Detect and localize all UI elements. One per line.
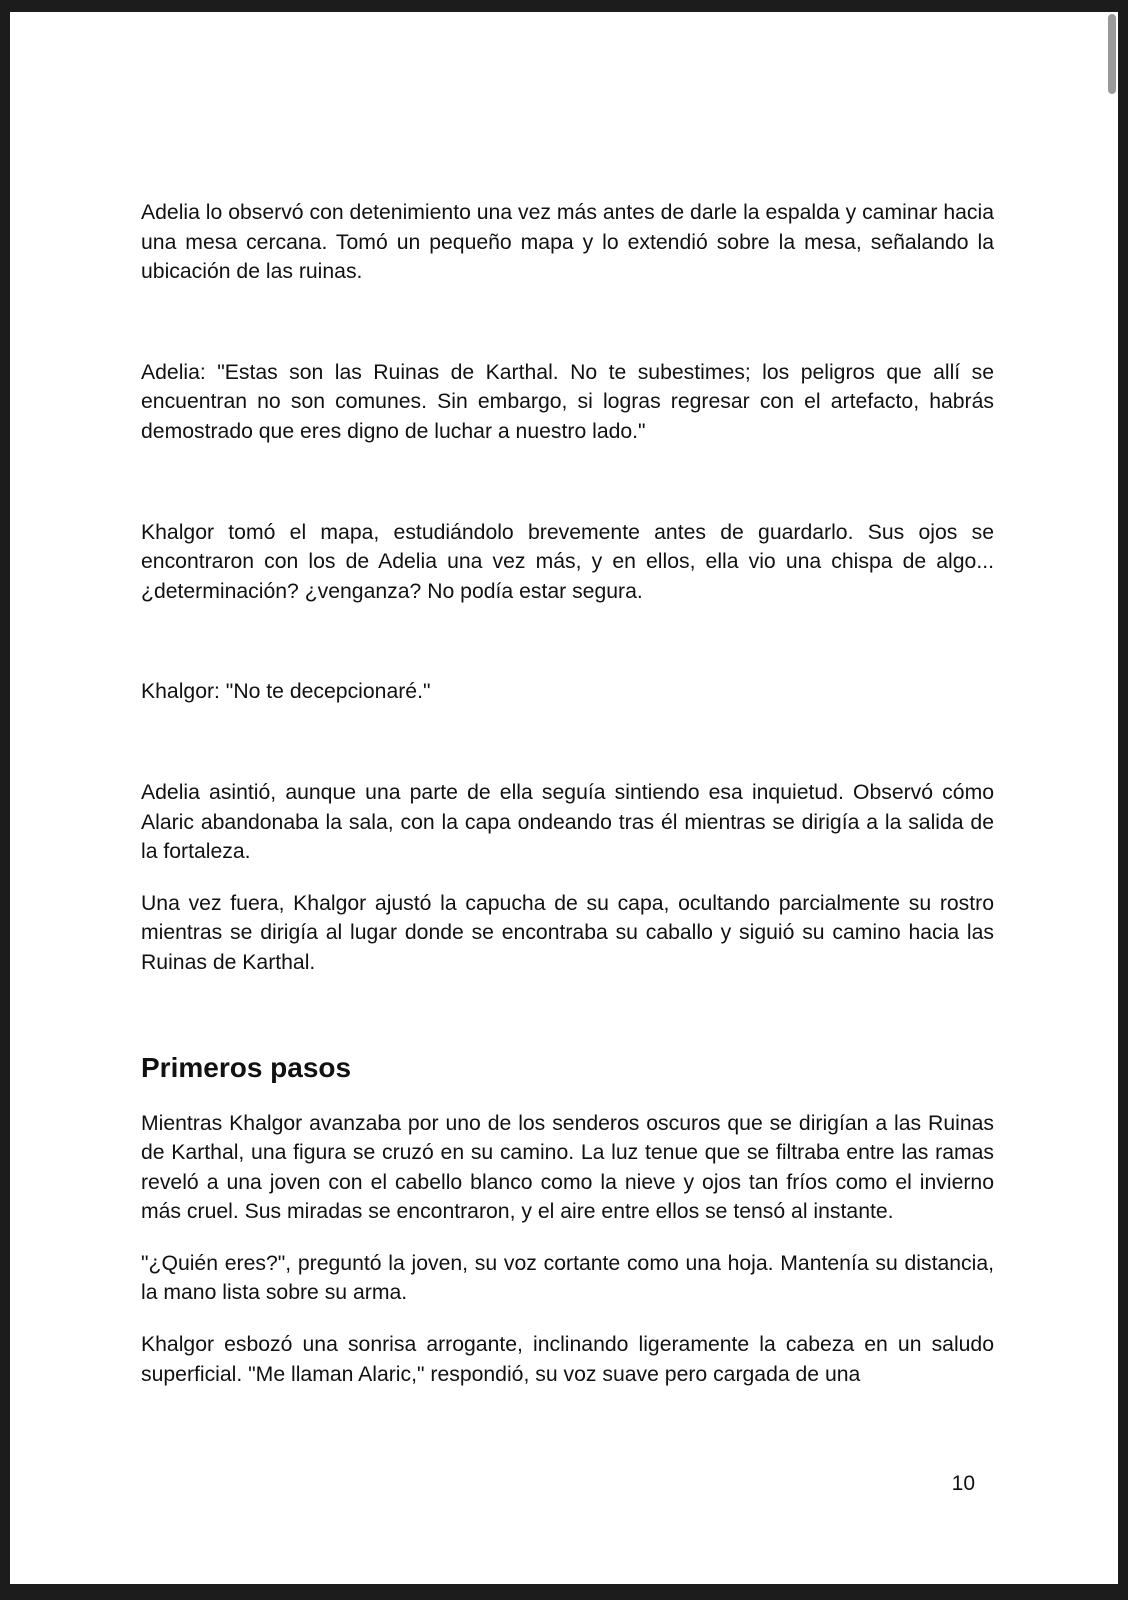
spacer — [141, 287, 994, 358]
paragraph: Khalgor esbozó una sonrisa arrogante, inclinando ligeramente la cabeza en un saludo superficial. "Me llaman Alaric," respondió, su voz suave pero cargada de una — [141, 1333, 994, 1386]
paragraph: Adelia: "Estas son las Ruinas de Karthal. No te subestimes; los peligros que allí se encuentran no son comunes. Sin embargo, si logras regresar con el artefacto, habrás demostrado que eres digno de luchar a nuestro lado." — [141, 360, 994, 443]
spacer — [141, 707, 994, 778]
paragraph: Adelia asintió, aunque una parte de ella seguía sintiendo esa inquietud. Observó cómo Alaric abandonaba la sala, con la capa ondeando tras él mientras se dirigía a la salida de la fortaleza. — [141, 780, 994, 864]
spacer — [141, 1085, 994, 1109]
spacer — [141, 606, 994, 677]
spacer — [141, 978, 994, 1051]
paragraph: Adelia lo observó con detenimiento una vez más antes de darle la espalda y caminar hacia una mesa cercana. Tomó un pequeño mapa y lo extendió sobre la mesa, señalando la ubicación de las ruinas. — [141, 201, 994, 284]
section-heading: Primeros pasos — [141, 1051, 352, 1083]
paragraph: Mientras Khalgor avanzaba por uno de los senderos oscuros que se dirigían a las Ruinas de Karthal, una figura se cruzó en su camino. La luz tenue que se filtraba entre las ramas reveló a una joven con el cabello blanco como la nieve y ojos tan fríos como el invierno más cruel. Sus miradas se encontraron, y el aire entre ellos se tensó al instante. — [141, 1111, 994, 1224]
spacer — [141, 867, 994, 889]
paragraph: "¿Quién eres?", preguntó la joven, su voz cortante como una hoja. Mantenía su distancia, la mano lista sobre su arma. — [141, 1251, 994, 1305]
page-number: 10 — [951, 1472, 975, 1495]
paragraph: Khalgor: "No te decepcionaré." — [141, 680, 431, 704]
paragraph: Khalgor tomó el mapa, estudiándolo brevemente antes de guardarlo. Sus ojos se encontraron con los de Adelia una vez más, y en ellos, ella vio una chispa de algo... ¿determinación? ¿venganza? No podía estar segura. — [141, 520, 994, 603]
paragraph: Una vez fuera, Khalgor ajustó la capucha de su capa, ocultando parcialmente su rostro mientras se dirigía al lugar donde se encontraba su caballo y siguió su camino hacia las Ruinas de Karthal. — [141, 891, 994, 974]
scrollbar-thumb[interactable] — [1108, 14, 1116, 94]
spacer — [141, 1227, 994, 1249]
spacer — [141, 1308, 994, 1330]
spacer — [141, 447, 994, 518]
scrollbar[interactable] — [1106, 12, 1118, 1584]
document-page — [10, 12, 1118, 1584]
page-content — [141, 198, 994, 1389]
